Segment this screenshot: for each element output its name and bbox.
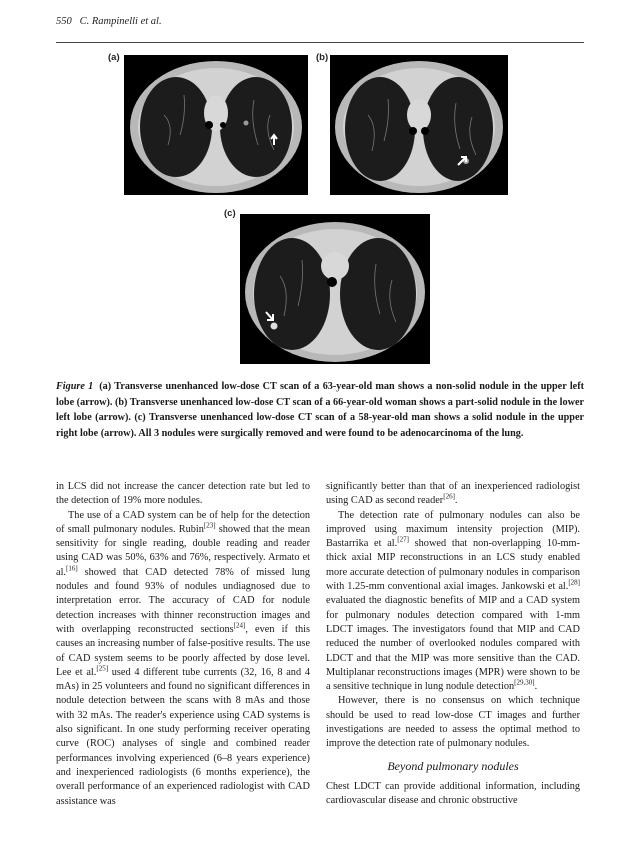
text-run: showed that the mean sensitivity for single reading, double reading and reader using CAD was 50%, 63% and 76%, respectively. Armato et al. bbox=[56, 523, 311, 578]
citation: [29,30] bbox=[514, 678, 535, 687]
citation: [28] bbox=[568, 578, 580, 587]
citation: [23] bbox=[203, 521, 216, 530]
body-column-right bbox=[326, 480, 580, 809]
figure-caption-label: Figure 1 bbox=[56, 381, 94, 392]
citation: [25] bbox=[96, 664, 109, 673]
left-paragraph-2 bbox=[56, 509, 310, 809]
ct-scan-image-b bbox=[330, 55, 508, 195]
text-run: The detection rate of pulmonary nodules can also be improved using maximum intensity projection (MIP). Bastarrika et al. bbox=[326, 509, 580, 550]
citation: [24] bbox=[233, 621, 246, 630]
running-header bbox=[56, 16, 584, 27]
running-title: C. Rampinelli et al. bbox=[79, 16, 162, 27]
ct-scan-image-a bbox=[124, 55, 308, 195]
right-paragraph-1 bbox=[326, 480, 580, 509]
figure-caption bbox=[56, 379, 584, 441]
ct-scan-panel-a bbox=[124, 55, 308, 195]
citation: [26] bbox=[443, 492, 455, 501]
citation: [16] bbox=[66, 564, 78, 573]
text-run: , even if this causes an increasing number of false-positive results. The use of CAD system seems to be poorly affected by dose level. Lee et al. bbox=[56, 623, 311, 678]
text-run: evaluated the diagnostic benefits of MIP and a CAD system for pulmonary nodules detection compared with 1-mm LDCT images. The investigators found that MIP and CAD reduced the number of overlooked nodules compared with LDCT and that the MIP was more sensitive than the CAD. Multiplanar reconstructions images (MPR) were shown to be a sensitive technique in lung nodule detection bbox=[326, 595, 580, 693]
text-run: showed that non-overlapping 10-mm-thick axial MIP reconstructions in an LCS study enabled more accurate detection of pulmonary nodules in comparison with 1.25-mm conventional axial images. Jankowski et al. bbox=[326, 538, 580, 593]
ct-scan-panel-c bbox=[240, 214, 430, 364]
right-paragraph-2 bbox=[326, 509, 580, 695]
section-heading: Beyond pulmonary nodules bbox=[387, 758, 519, 773]
ct-scan-panel-b bbox=[330, 55, 508, 195]
ct-scan-image-c bbox=[240, 214, 430, 364]
citation: [27] bbox=[397, 535, 409, 544]
text-run: . bbox=[534, 681, 538, 693]
right-paragraph-3: However, there is no consensus on which technique should be used to read low-dose CT images and further investigations are needed to assess the optimal method to improve the detection rate of pulmonary nodules. bbox=[326, 695, 580, 750]
text-run: . bbox=[454, 495, 458, 507]
text-run: The use of a CAD system can be of help for the detection of small pulmonary nodules. Rubin bbox=[56, 509, 310, 535]
panel-label-b: (b) bbox=[316, 52, 329, 63]
panel-label-c: (c) bbox=[224, 208, 236, 219]
text-run: significantly better than that of an inexperienced radiologist using CAD as second reader bbox=[326, 481, 580, 507]
page-number: 550 bbox=[56, 16, 72, 27]
text-run: showed that CAD detected 78% of missed lung nodules and found 93% of nodules undiagnosed due to interpretation error. The accuracy of CAD for nodule detection increases with thinner reconstruction images and with overlapping reconstructed sections bbox=[56, 566, 310, 635]
figure-caption-text: (a) Transverse unenhanced low-dose CT scan of a 63-year-old man shows a non-solid nodule in the upper left lobe (arrow). (b) Transverse unenhanced low-dose CT scan of a 66-year-old woman shows a part-solid nodule in the lower left lobe (arrow). (c) Transverse unenhanced low-dose CT scan of a 58-year-old man shows a solid nodule in the upper right lobe (arrow). All 3 nodules were surgically removed and were found to be adenocarcinoma of the lung. bbox=[56, 381, 584, 439]
left-paragraph-1: in LCS did not increase the cancer detection rate but led to the detection of 19% more nodules. bbox=[56, 481, 310, 507]
body-column-left bbox=[56, 480, 310, 809]
right-paragraph-4: Chest LDCT can provide additional information, including cardiovascular disease and chronic obstructive bbox=[326, 780, 580, 807]
panel-label-a: (a) bbox=[108, 52, 120, 63]
text-run: used 4 different tube currents (32, 16, 8 and 4 mAs) in 25 volunteers and found no significant differences in nodule detection between the scans with 8 mAs and those with 32 mAs. The reader's experience using CAD systems is also significant. In one study performing receiver operating curve (ROC) analyses of single and combined reader performances involving experienced (6–8 years experience) and inexperienced radiologists (6 months experience), the overall performance of an experienced radiologist with CAD assistance was bbox=[56, 666, 310, 807]
header-rule bbox=[56, 42, 584, 43]
